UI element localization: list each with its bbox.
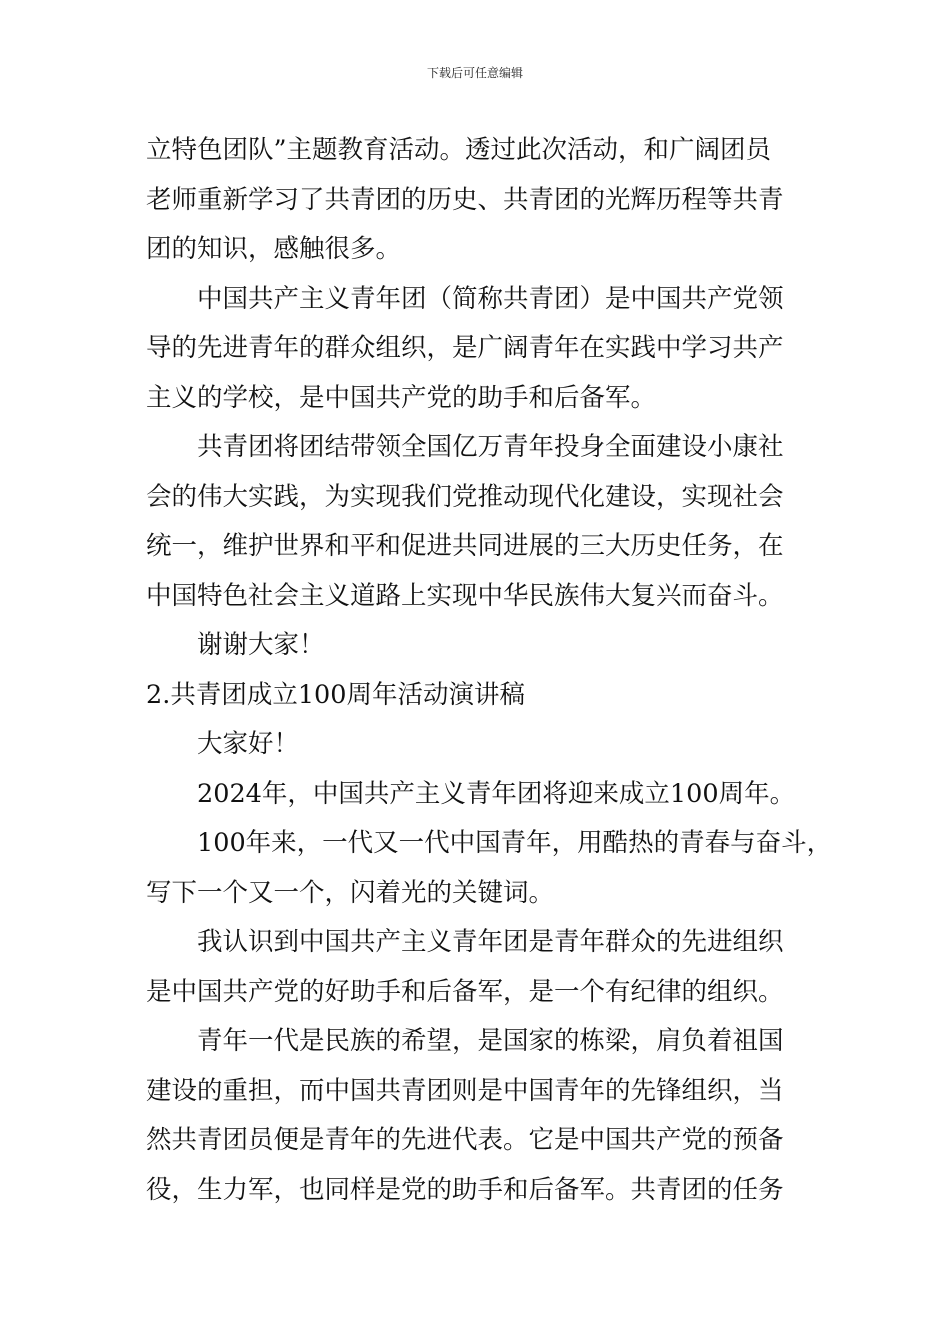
- text-line: 统一，维护世界和平和促进共同进展的三大历史任务，在: [146, 531, 784, 561]
- paragraph-first-line: 青年一代是民族的希望，是国家的栋梁，肩负着祖国: [197, 1026, 784, 1056]
- closing-line: 谢谢大家！: [197, 630, 325, 660]
- paragraph-first-line: 2024年，中国共产主义青年团将迎来成立100周年。: [197, 778, 796, 809]
- text-line: 主义的学校，是中国共产党的助手和后备军。: [146, 382, 657, 413]
- text-line: 中国特色社会主义道路上实现中华民族伟大复兴而奋斗。: [146, 580, 784, 611]
- page-header-note: 下载后可任意编辑: [426, 66, 523, 80]
- paragraph-first-line: 中国共产主义青年团（简称共青团）是中国共产党领: [197, 283, 784, 314]
- text-line: 役，生力军，也同样是党的助手和后备军。共青团的任务: [146, 1174, 784, 1205]
- text-line: 立特色团队”主题教育活动。透过此次活动，和广阔团员: [146, 135, 772, 165]
- document-body: [146, 126, 833, 1215]
- paragraph-first-line: 共青团将团结带领全国亿万青年投身全面建设小康社: [197, 432, 784, 462]
- text-line: 老师重新学习了共青团的历史、共青团的光辉历程等共青: [146, 184, 784, 215]
- section-heading: 2.共青团成立100周年活动演讲稿: [146, 679, 526, 710]
- text-line: 建设的重担，而中国共青团则是中国青年的先锋组织，当: [146, 1075, 784, 1106]
- text-line: 导的先进青年的群众组织，是广阔青年在实践中学习共产: [146, 333, 784, 363]
- paragraph-first-line: 100年来，一代又一代中国青年，用酷热的青春与奋斗，: [197, 828, 833, 858]
- text-line: 团的知识，感触很多。: [146, 234, 402, 264]
- greeting-line: 大家好！: [197, 729, 300, 759]
- text-line: 是中国共产党的好助手和后备军，是一个有纪律的组织。: [146, 976, 784, 1007]
- text-line: 会的伟大实践，为实现我们党推动现代化建设，实现社会: [146, 481, 784, 512]
- text-line: 写下一个又一个，闪着光的关键词。: [146, 877, 555, 908]
- paragraph-first-line: 我认识到中国共产主义青年团是青年群众的先进组织: [197, 927, 784, 957]
- text-line: 然共青团员便是青年的先进代表。它是中国共产党的预备: [146, 1125, 784, 1155]
